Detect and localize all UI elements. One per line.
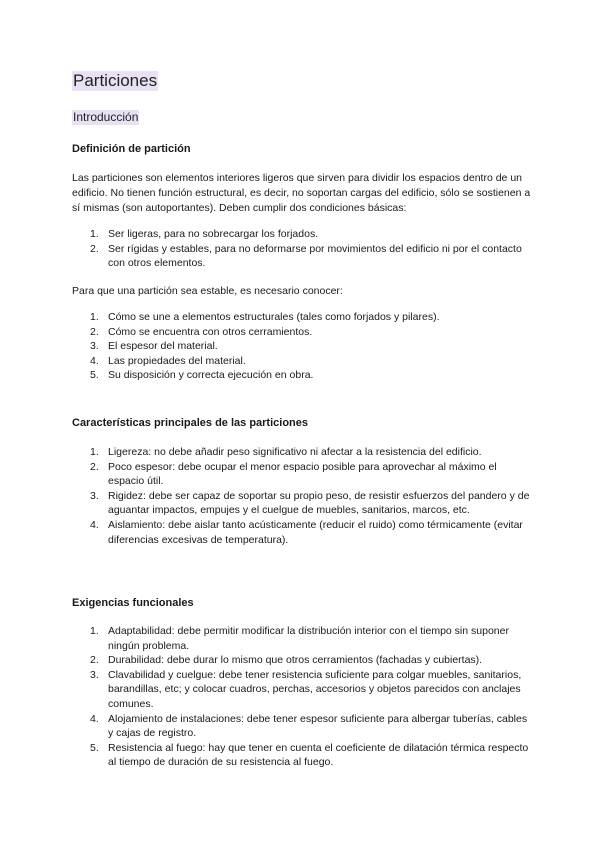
list-item: 2. Ser rígidas y estables, para no deformarse por movimientos del edificio ni por el contacto con otros elementos. bbox=[90, 242, 522, 270]
list-item: 4. Aislamiento: debe aislar tanto acústicamente (reducir el ruido) como térmicamente (evitar diferencias excesivas de temperatura). bbox=[90, 518, 523, 546]
heading-caracteristicas: Características principales de las particiones bbox=[72, 417, 309, 429]
list-item: 5. Resistencia al fuego: hay que tener en cuenta el coeficiente de dilatación térmica respecto al tiempo de duración de su resistencia al fuego. bbox=[90, 741, 529, 769]
list-item: 5. Su disposición y correcta ejecución en obra. bbox=[90, 369, 314, 382]
list-item: 1. Cómo se une a elementos estructurales (tales como forjados y pilares). bbox=[90, 311, 440, 323]
list-item: 3. Rigidez: debe ser capaz de soportar su propio peso, de resistir esfuerzos del pandero y de aguantar impactos, empujes y el cuelgue de muebles, sanitarios, marcos, etc. bbox=[90, 489, 530, 517]
paragraph-definicion: Las particiones son elementos interiores ligeros que sirven para dividir los espacios dentro de un edificio. No tienen función estructural, es decir, no soportan cargas del edificio, sólo se sostienen a sí mismas (son autoportantes). Deben cumplir dos condiciones básicas: bbox=[72, 172, 531, 214]
page-title: Particiones bbox=[73, 71, 158, 90]
list-item: 4. Las propiedades del material. bbox=[90, 354, 246, 367]
list-exigencias bbox=[72, 624, 534, 770]
list-item: 1. Adaptabilidad: debe permitir modificar la distribución interior con el tiempo sin suponer ningún problema. bbox=[90, 625, 509, 652]
list-item: 2. Cómo se encuentra con otros cerramientos. bbox=[90, 325, 313, 338]
list-item: 4. Alojamiento de instalaciones: debe tener espesor suficiente para albergar tuberías, cables y cajas de registro. bbox=[90, 712, 528, 740]
list-item: 1. Ligereza: no debe añadir peso significativo ni afectar a la resistencia del edificio. bbox=[90, 446, 482, 458]
list-conocer bbox=[72, 310, 534, 383]
list-item: 3. El espesor del material. bbox=[90, 340, 218, 353]
heading-exigencias: Exigencias funcionales bbox=[72, 597, 194, 609]
list-condiciones bbox=[72, 227, 534, 271]
list-item: 3. Clavabilidad y cuelgue: debe tener resistencia suficiente para colgar muebles, sanitarios, barandillas, etc; y colocar cuadros, perchas, accesorios y objetos parecidos con anclajes comunes. bbox=[90, 668, 522, 710]
list-caracteristicas bbox=[72, 445, 534, 547]
list-item: 2. Poco espesor: debe ocupar el menor espacio posible para aprovechar al máximo el espacio útil. bbox=[90, 460, 497, 488]
list-item: 2. Durabilidad: debe durar lo mismo que otros cerramientos (fachadas y cubiertas). bbox=[90, 654, 483, 667]
list-item: 1. Ser ligeras, para no sobrecargar los forjados. bbox=[90, 228, 319, 240]
paragraph-estable: Para que una partición sea estable, es necesario conocer: bbox=[72, 285, 343, 297]
heading-definicion: Definición de partición bbox=[72, 143, 191, 155]
section-title: Introducción bbox=[73, 110, 139, 124]
